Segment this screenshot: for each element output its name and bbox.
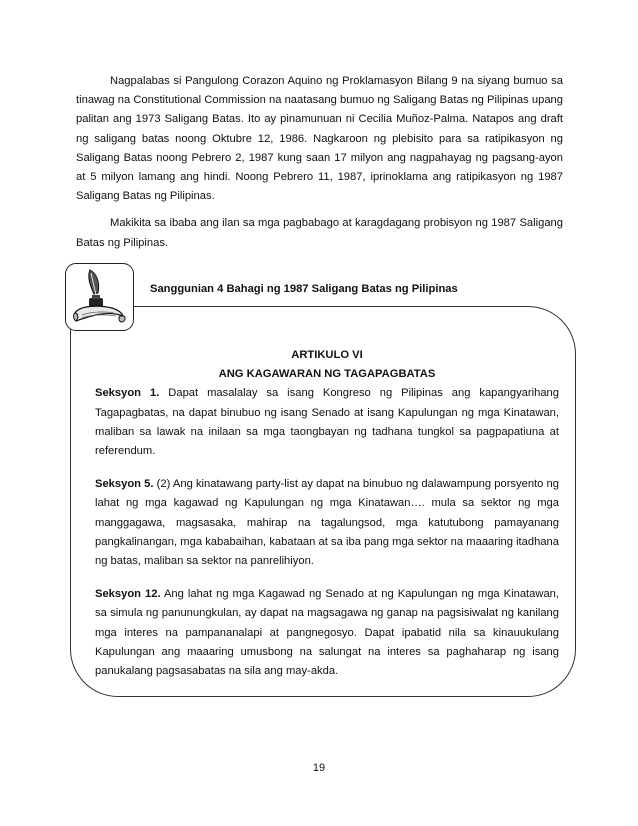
- article-excerpt: [95, 346, 559, 681]
- intro-paragraph-1: Nagpalabas si Pangulong Corazon Aquino ng Proklamasyon Bilang 9 na siyang bumuo sa tinawag na Constitutional Commission na naatasang bumuo ng Saligang Batas ng Pilipinas upang palitan ang 1973 Saligang Batas. Ito ay pinamunuan ni Cecilia Muñoz-Palma. Natapos ang draft ng saligang batas noong Oktubre 12, 1986. Nagkaroon ng plebisito para sa ratipikasyon ng Saligang Batas noong Pebrero 2, 1987 kung saan 17 milyon ang nagpahayag ng pagsang-ayon at 5 milyon lamang ang hindi. Noong Pebrero 11, 1987, iprinoklama ang ratipikasyon ng 1987 Saligang Batas ng Pilipinas.: [76, 75, 563, 203]
- section-text: Dapat masalalay sa isang Kongreso ng Pilipinas ang kapangyarihang Tagapagbatas, na dapat binubuo ng isang Senado at isang Kapulungan ng mga Kinatawan, maliban sa lawak na inilaan sa mga taongbayan ng tadhana tungkol sa pagpapatiuna at referendum.: [95, 387, 559, 458]
- article-number: ARTIKULO VI: [291, 349, 363, 361]
- section-text: Ang lahat ng mga Kagawad ng Senado at ng Kapulungan ng mga Kinatawan, sa simula ng panunungkulan, ay dapat na magsagawa ng ganap na pagsisiwalat ng kanilang mga interes na pampananalapi at pangnegosyo. Dapat ipabatid nila sa kinauukulang Kapulungan ang maaaring umusbong na salungat na interes sa paghaharap ng isang panukalang pagsasabatas na sila ang may-akda.: [95, 588, 559, 678]
- section-label: Seksyon 1.: [95, 387, 160, 400]
- section-5: [95, 475, 559, 571]
- section-1: [95, 384, 559, 461]
- quill-scroll-icon: [70, 267, 128, 325]
- section-12: [95, 585, 559, 681]
- page-number: 19: [312, 762, 326, 774]
- section-label: Seksyon 5.: [95, 478, 154, 491]
- intro-paragraph-2: Makikita sa ibaba ang ilan sa mga pagbabago at karagdagang probisyon ng 1987 Saligang Batas ng Pilipinas.: [76, 217, 563, 249]
- source-title: Sanggunian 4 Bahagi ng 1987 Saligang Batas ng Pilipinas: [150, 283, 458, 295]
- section-text: (2) Ang kinatawang party-list ay dapat na binubuo ng dalawampung porsyento ng lahat ng mga kagawad ng Kapulungan ng mga Kinatawan…. mula sa sektor ng mga manggagawa, magsasaka, mahirap na tagalungsod, mga katutubong pamayanang pangkalinangan, mga kababaihan, kabataan at sa iba pang mga sektor na maaaring itadhana ng batas, maliban sa sektor na panrelihiyon.: [95, 478, 559, 568]
- article-name: ANG KAGAWARAN NG TAGAPAGBATAS: [218, 368, 436, 381]
- source-icon-box: [65, 263, 134, 331]
- section-label: Seksyon 12.: [95, 588, 161, 601]
- intro-text: [76, 72, 563, 261]
